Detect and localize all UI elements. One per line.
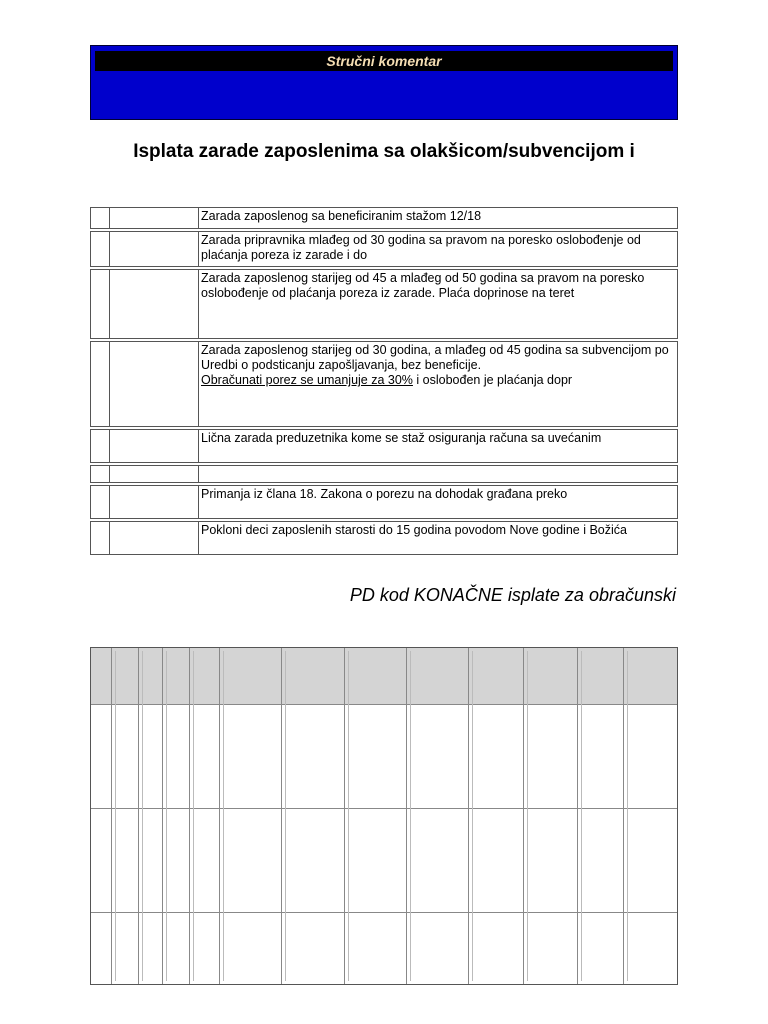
grid-inner-line	[627, 651, 628, 981]
underlined-note: Obračunati porez se umanjuje za 30%	[201, 373, 413, 387]
grid-inner-line	[285, 651, 286, 981]
row-code-cell	[109, 269, 198, 339]
benefits-table	[90, 205, 678, 557]
row-code-cell	[109, 231, 198, 267]
table-row	[90, 485, 678, 519]
grid-row-line	[91, 808, 677, 809]
row-number-cell	[90, 207, 109, 229]
grid-inner-line	[166, 651, 167, 981]
grid-row-line	[91, 912, 677, 913]
row-code-cell	[109, 485, 198, 519]
description-tail: i oslobođen je plaćanja dopr	[412, 373, 573, 387]
row-number-cell	[90, 341, 109, 427]
pd-grid-table	[90, 647, 678, 985]
row-number-cell	[90, 269, 109, 339]
grid-inner-line	[527, 651, 528, 981]
row-description: Zarada zaposlenog starijeg od 45 a mlađeg od 50 godina sa pravom na poresko oslobođenje od plaćanja poreza iz zarade. Plaća doprinose na teret	[198, 269, 678, 339]
grid-column-line	[468, 648, 469, 984]
row-description: Zarada zaposlenog sa beneficiranim stažom 12/18	[198, 207, 678, 229]
grid-column-line	[577, 648, 578, 984]
row-description	[198, 341, 678, 427]
grid-column-line	[281, 648, 282, 984]
table-row	[90, 269, 678, 339]
row-number-cell	[90, 429, 109, 463]
grid-column-line	[523, 648, 524, 984]
grid-column-line	[162, 648, 163, 984]
grid-row-line	[91, 704, 677, 705]
row-code-cell	[109, 521, 198, 555]
row-number-cell	[90, 485, 109, 519]
grid-inner-line	[142, 651, 143, 981]
description-text: Zarada zaposlenog starijeg od 30 godina, a mlađeg od 45 godina sa subvencijom po Uredbi o podsticanju zapošljavanja, bez beneficije.	[201, 343, 669, 372]
grid-column-line	[623, 648, 624, 984]
banner-title: Stručni komentar	[95, 51, 673, 71]
row-description	[198, 465, 678, 483]
grid-column-line	[189, 648, 190, 984]
grid-column-line	[344, 648, 345, 984]
row-description: Zarada pripravnika mlađeg od 30 godina sa pravom na poresko oslobođenje od plaćanja poreza iz zarade i do	[198, 231, 678, 267]
grid-inner-line	[472, 651, 473, 981]
grid-header-row	[91, 648, 677, 704]
grid-inner-line	[193, 651, 194, 981]
header-banner	[90, 45, 678, 120]
row-code-cell	[109, 465, 198, 483]
table-row	[90, 207, 678, 229]
grid-inner-line	[348, 651, 349, 981]
section-title: PD kod KONAČNE isplate za obračunski	[349, 585, 676, 605]
grid-inner-line	[410, 651, 411, 981]
document-title: Isplata zarade zaposlenima sa olakšicom/subvencijom i	[133, 141, 635, 162]
row-description: Lična zarada preduzetnika kome se staž osiguranja računa sa uvećanim	[198, 429, 678, 463]
grid-column-line	[138, 648, 139, 984]
row-description: Primanja iz člana 18. Zakona o porezu na dohodak građana preko	[198, 485, 678, 519]
row-description: Pokloni deci zaposlenih starosti do 15 godina povodom Nove godine i Božića	[198, 521, 678, 555]
grid-column-line	[406, 648, 407, 984]
row-number-cell	[90, 231, 109, 267]
row-code-cell	[109, 207, 198, 229]
grid-column-line	[219, 648, 220, 984]
table-row	[90, 231, 678, 267]
grid-inner-line	[581, 651, 582, 981]
table-row	[90, 465, 678, 483]
grid-inner-line	[115, 651, 116, 981]
row-code-cell	[109, 341, 198, 427]
table-row	[90, 429, 678, 463]
table-row	[90, 341, 678, 427]
grid-column-line	[111, 648, 112, 984]
grid-inner-line	[223, 651, 224, 981]
row-code-cell	[109, 429, 198, 463]
table-row	[90, 521, 678, 555]
row-number-cell	[90, 465, 109, 483]
row-number-cell	[90, 521, 109, 555]
